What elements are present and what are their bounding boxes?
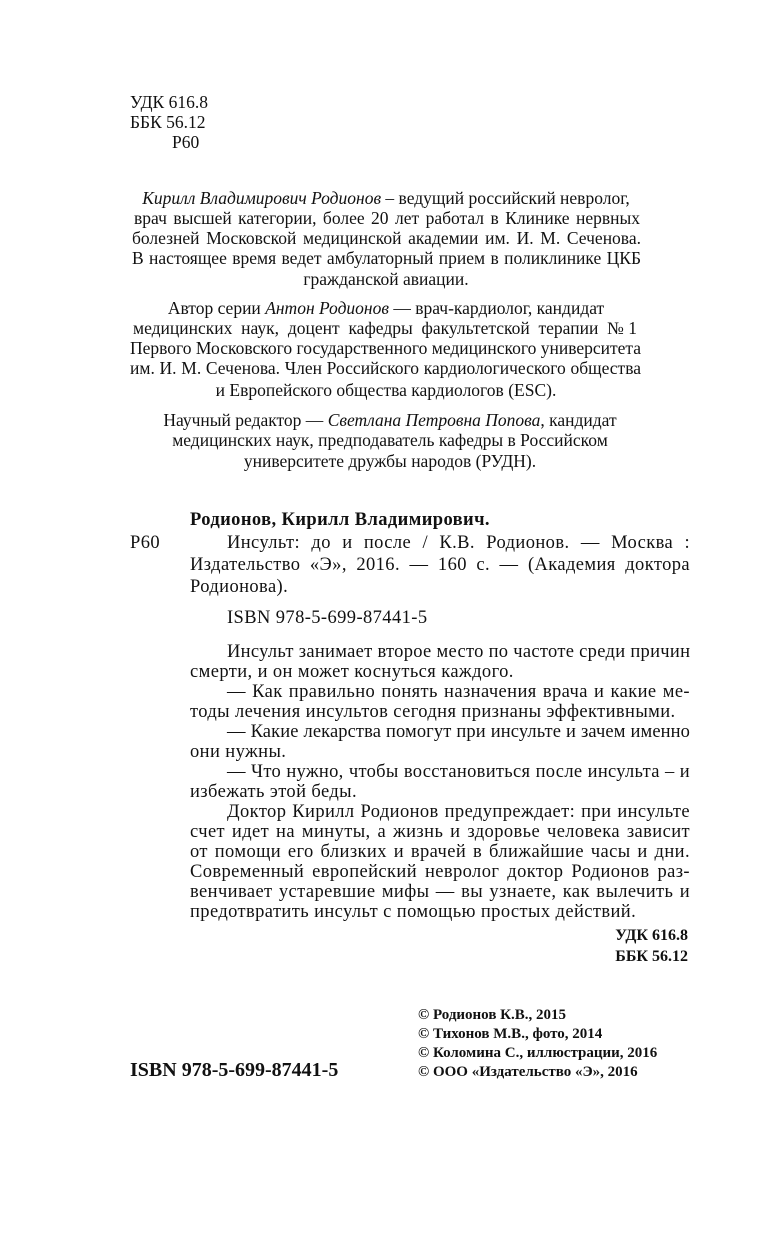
bio-text: – ведущий российский невролог,: [381, 188, 630, 208]
annotation-line: — Как правильно понять назначения врача и какие ме-: [227, 682, 690, 702]
annotation-line: венчивает устаревшие мифы — вы узнаете, как вылечить и: [190, 882, 690, 902]
series-author-line: им. И. М. Сеченова. Член Российского кардиологического общества: [130, 358, 641, 378]
annotation-line: предотвратить инсульт с помощью простых действий.: [190, 902, 637, 922]
bbk-code: ББК 56.12: [130, 112, 206, 132]
catalog-line: Издательство «Э», 2016. — 160 с. — (Академия доктора: [190, 555, 690, 575]
footer-udk: УДК 616.8: [615, 927, 688, 944]
isbn-bold: ISBN 978-5-699-87441-5: [130, 1059, 339, 1081]
editor-line: университете дружбы народов (РУДН).: [243, 451, 537, 471]
annotation-line: — Что нужно, чтобы восстановиться после инсульта – и: [227, 762, 690, 782]
catalog-author-heading: Родионов, Кирилл Владимирович.: [190, 510, 490, 530]
author-name: Кирилл Владимирович Родионов: [142, 188, 382, 208]
catalog-code: Р60: [130, 533, 160, 553]
series-author-line: [130, 298, 642, 318]
annotation-line: — Какие лекарства помогут при инсульте и зачем именно: [227, 722, 690, 742]
annotation-line: от помощи его близких и врачей в ближайшие часы и дни.: [190, 842, 690, 862]
annotation-line: тоды лечения инсультов сегодня признаны эффективными.: [190, 702, 676, 722]
editor-label: Научный редактор —: [163, 410, 328, 430]
copyright-line: © Тихонов М.В., фото, 2014: [418, 1026, 603, 1042]
copyright-line: © Коломина С., иллюстрации, 2016: [418, 1045, 658, 1061]
udk-code: УДК 616.8: [130, 92, 208, 112]
editor-text: , кандидат: [540, 410, 617, 430]
author-mark: Р60: [172, 132, 200, 152]
bio-line: гражданской авиации.: [303, 269, 469, 289]
series-author-line: и Европейского общества кардиологов (ESC).: [215, 380, 557, 400]
catalog-isbn: ISBN 978-5-699-87441-5: [227, 608, 428, 628]
annotation-line: избежать этой беды.: [190, 782, 358, 802]
series-text: — врач-кардиолог, кандидат: [388, 298, 605, 318]
editor-name: Светлана Петровна Попова: [327, 410, 541, 430]
catalog-line: Инсульт: до и после / К.В. Родионов. — Москва :: [227, 533, 690, 553]
series-author-name: Антон Родионов: [265, 298, 389, 318]
annotation-line: счет идет на минуты, а жизнь и здоровье человека зависит: [190, 822, 690, 842]
editor-line: [130, 410, 650, 430]
series-author-line: медицинских наук, доцент кафедры факультетской терапии №1: [133, 318, 637, 338]
bio-line: В настоящее время ведет амбулаторный прием в поликлинике ЦКБ: [132, 248, 641, 268]
catalog-line: Родионова).: [190, 577, 289, 597]
bio-line: врач высшей категории, более 20 лет работал в Клинике нервных: [134, 208, 640, 228]
annotation-line: Современный европейский невролог доктор Родионов раз-: [190, 862, 690, 882]
bio-line: болезней Московской медицинской академии им. И. М. Сеченова.: [132, 228, 641, 248]
annotation-line: Доктор Кирилл Родионов предупреждает: при инсульте: [227, 802, 690, 822]
copyright-line: © ООО «Издательство «Э», 2016: [418, 1064, 638, 1080]
annotation-line: они нужны.: [190, 742, 287, 762]
annotation-line: Инсульт занимает второе место по частоте среди причин: [227, 642, 691, 662]
footer-bbk: ББК 56.12: [615, 948, 688, 965]
bio-line: [130, 188, 642, 208]
series-author-line: Первого Московского государственного медицинского университета: [130, 338, 642, 358]
editor-line: медицинских наук, предподаватель кафедры в Российском: [172, 430, 608, 450]
copyright-line: © Родионов К.В., 2015: [418, 1007, 567, 1023]
annotation-line: смерти, и он может коснуться каждого.: [190, 662, 514, 682]
series-label: Автор серии: [167, 298, 266, 318]
